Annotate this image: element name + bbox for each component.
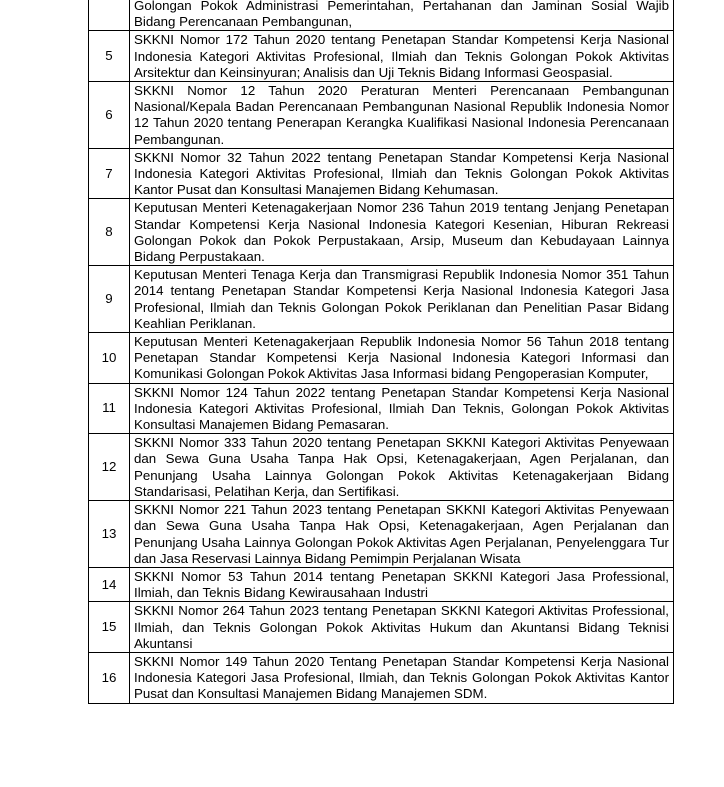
table-row: [89, 266, 674, 333]
row-number: 11: [89, 383, 130, 434]
table-row: [89, 0, 674, 31]
row-text: Keputusan Menteri Ketenagakerjaan Republik Indonesia Nomor 56 Tahun 2018 tentang Penetapan Standar Kompetensi Kerja Nasional Indonesia Kategori Informasi dan Komunikasi Golongan Pokok Aktivitas Jasa Informasi bidang Pengoperasian Komputer,: [130, 333, 674, 384]
table-row: [89, 652, 674, 703]
row-text: Keputusan Menteri Ketenagakerjaan Nomor 236 Tahun 2019 tentang Jenjang Penetapan Standar Kompetensi Kerja Nasional Indonesia Kategori Kesenian, Hiburan Rekreasi Golongan Pokok dan Pokok Perpustakaan, Arsip, Museum dan Kebudayaan Lainnya Bidang Perpustakaan.: [130, 199, 674, 266]
table-row: [89, 199, 674, 266]
row-number: 7: [89, 148, 130, 199]
row-number: 10: [89, 333, 130, 384]
table-row: [89, 82, 674, 149]
table-row: [89, 383, 674, 434]
table-row: [89, 434, 674, 501]
row-text: SKKNI Nomor 149 Tahun 2020 Tentang Penetapan Standar Kompetensi Kerja Nasional Indonesia Kategori Jasa Profesional, Ilmiah, dan Teknis Golongan Pokok Aktivitas Kantor Pusat dan Konsultasi Manajemen Bidang Manajemen SDM.: [130, 652, 674, 703]
table-row: [89, 501, 674, 568]
regulation-table: [88, 0, 674, 704]
row-text: Golongan Pokok Administrasi Pemerintahan, Pertahanan dan Jaminan Sosial Wajib Bidang Perencanaan Pembangunan,: [130, 0, 674, 31]
table-row: [89, 333, 674, 384]
row-text: SKKNI Nomor 32 Tahun 2022 tentang Penetapan Standar Kompetensi Kerja Nasional Indonesia Kategori Aktivitas Profesional, Ilmiah dan Teknis Golongan Pokok Aktivitas Kantor Pusat dan Konsultasi Manajemen Bidang Kehumasan.: [130, 148, 674, 199]
row-number: 5: [89, 31, 130, 82]
table-row: [89, 567, 674, 601]
table-row: [89, 602, 674, 653]
row-number: 15: [89, 602, 130, 653]
row-number: [89, 0, 130, 31]
table-row: [89, 148, 674, 199]
row-number: 9: [89, 266, 130, 333]
row-text: SKKNI Nomor 264 Tahun 2023 tentang Penetapan SKKNI Kategori Aktivitas Professional, Ilmiah, dan Teknis Golongan Pokok Aktivitas Hukum dan Akuntansi Bidang Teknisi Akuntansi: [130, 602, 674, 653]
table-row: [89, 31, 674, 82]
row-text: SKKNI Nomor 12 Tahun 2020 Peraturan Menteri Perencanaan Pembangunan Nasional/Kepala Badan Perencanaan Pembangunan Nasional Republik Indonesia Nomor 12 Tahun 2020 tentang Penerapan Kerangka Kualifikasi Nasional Indonesia Perencanaan Pembangunan.: [130, 82, 674, 149]
row-number: 12: [89, 434, 130, 501]
row-number: 6: [89, 82, 130, 149]
row-text: Keputusan Menteri Tenaga Kerja dan Transmigrasi Republik Indonesia Nomor 351 Tahun 2014 tentang Penetapan Standar Kompetensi Kerja Nasional Indonesia Kategori Jasa Profesional, Ilmiah dan Teknis Golongan Pokok Periklanan dan Penelitian Pasar Bidang Keahlian Periklanan.: [130, 266, 674, 333]
row-text: SKKNI Nomor 124 Tahun 2022 tentang Penetapan Standar Kompetensi Kerja Nasional Indonesia Kategori Aktivitas Profesional, Ilmiah Dan Teknis, Golongan Pokok Aktivitas Konsultasi Manajemen Bidang Pemasaran.: [130, 383, 674, 434]
row-text: SKKNI Nomor 333 Tahun 2020 tentang Penetapan SKKNI Kategori Aktivitas Penyewaan dan Sewa Guna Usaha Tanpa Hak Opsi, Ketenagakerjaan, Agen Perjalanan, dan Penunjang Usaha Lainnya Golongan Pokok Aktivitas Ketenagakerjaan Bidang Standarisasi, Pelatihan Kerja, dan Sertifikasi.: [130, 434, 674, 501]
row-text: SKKNI Nomor 221 Tahun 2023 tentang Penetapan SKKNI Kategori Aktivitas Penyewaan dan Sewa Guna Usaha Tanpa Hak Opsi, Ketenagakerjaan, Agen Perjalanan dan Penunjang Usaha Lainnya Golongan Pokok Aktivitas Agen Perjalanan, Penyelenggara Tur dan Jasa Reservasi Lainnya Bidang Pemimpin Perjalanan Wisata: [130, 501, 674, 568]
row-number: 14: [89, 567, 130, 601]
row-number: 8: [89, 199, 130, 266]
row-number: 16: [89, 652, 130, 703]
row-text: SKKNI Nomor 53 Tahun 2014 tentang Penetapan SKKNI Kategori Jasa Professional, Ilmiah, dan Teknis Bidang Kewirausahaan Industri: [130, 567, 674, 601]
row-number: 13: [89, 501, 130, 568]
row-text: SKKNI Nomor 172 Tahun 2020 tentang Penetapan Standar Kompetensi Kerja Nasional Indonesia Kategori Aktivitas Profesional, Ilmiah dan Teknis Golongan Pokok Aktivitas Arsitektur dan Keinsinyuran; Analisis dan Uji Teknis Bidang Informasi Geospasial.: [130, 31, 674, 82]
